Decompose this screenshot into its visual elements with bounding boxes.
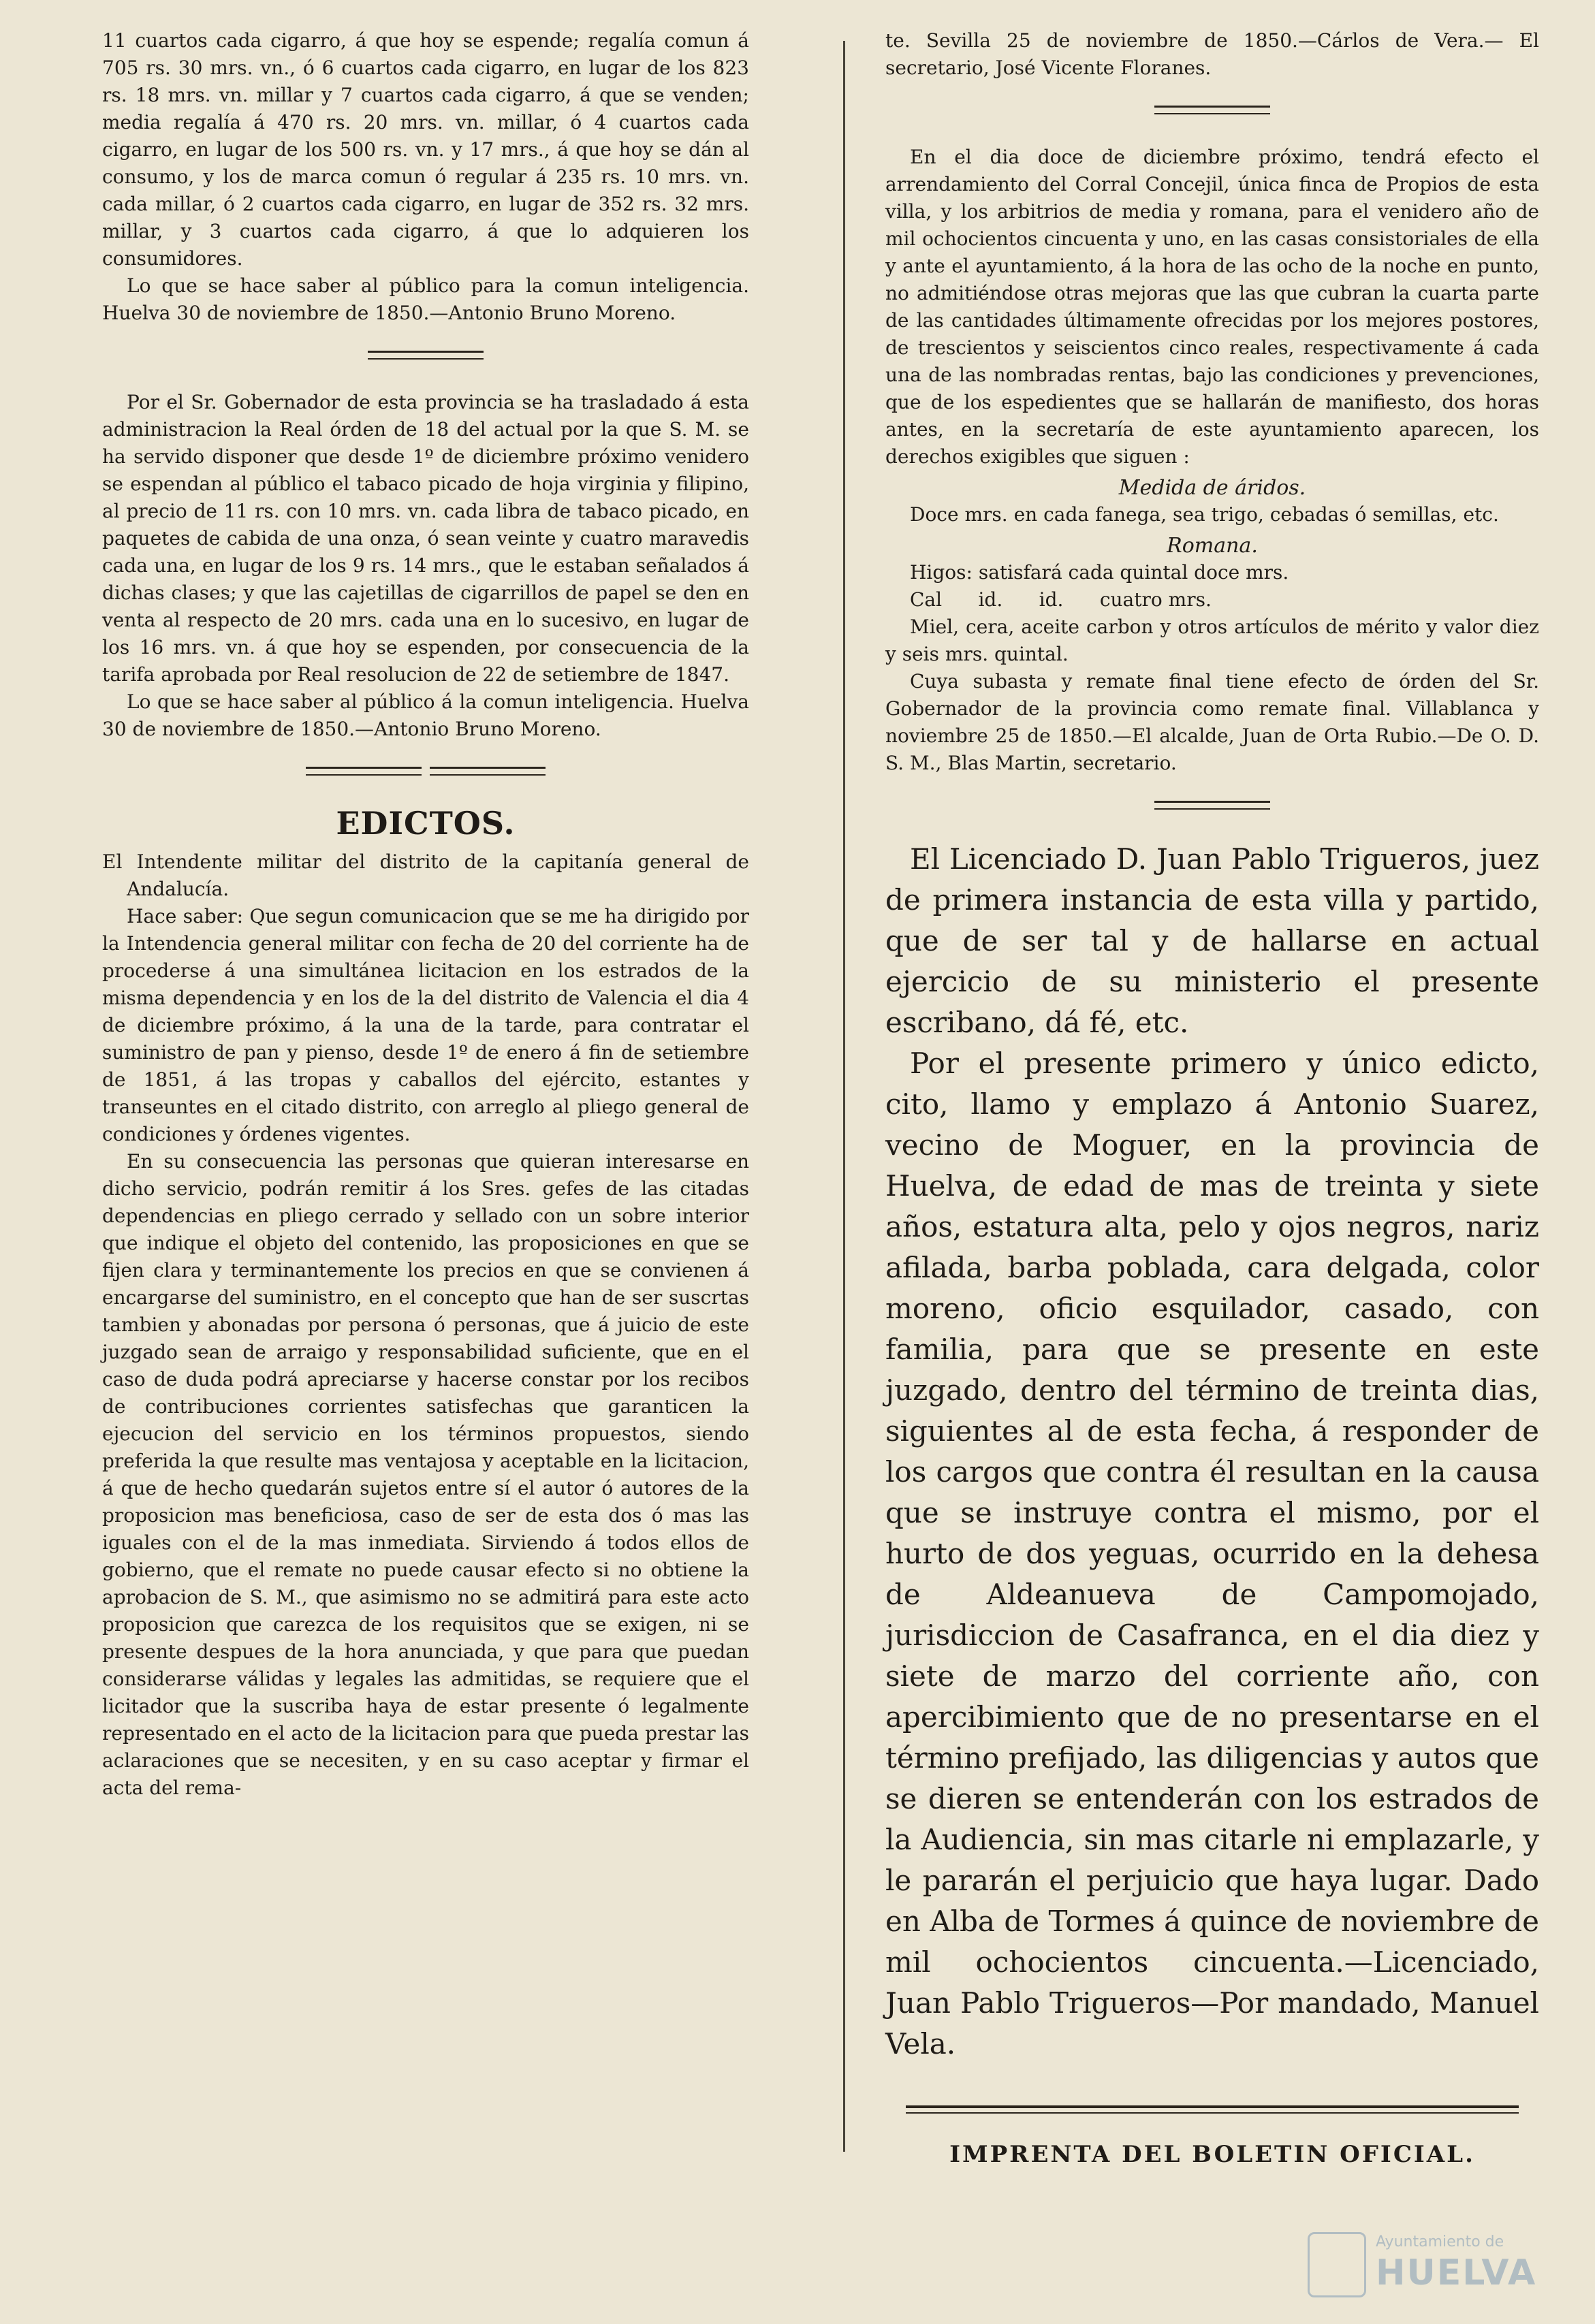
column-divider [843, 41, 845, 2152]
subasta-paragraph: Cuya subasta y remate final tiene efecto de órden del Sr. Gobernador de la provincia como remate final. Villablanca y noviembre 25 de 1850.—El alcalde, Juan de Orta Rubio.—De O. D. S. M., Blas Martin, secretario. [885, 670, 1539, 774]
continuation-signature: te. Sevilla 25 de noviembre de 1850.—Cárlos de Vera.— El secretario, José Vicente Floranes. [885, 29, 1539, 79]
printer-imprint: IMPRENTA DEL BOLETIN OFICIAL. [949, 2141, 1475, 2168]
medida-heading: Medida de áridos. [1118, 476, 1306, 500]
footer-rule [906, 2105, 1519, 2114]
miel-paragraph: Miel, cera, aceite carbon y otros artículos de mérito y valor diez y seis mrs. quintal. [885, 616, 1539, 665]
notice-signature-2: Lo que se hace saber al público á la comun inteligencia. Huelva 30 de noviembre de 1850.—Antonio Bruno Moreno. [102, 690, 749, 740]
romana-line-2: Cal id. id. cuatro mrs. [910, 588, 1212, 611]
romana-heading: Romana. [1167, 534, 1258, 558]
right-column [885, 27, 1539, 2168]
consecuencia-paragraph: En su consecuencia las personas que quieran interesarse en dicho servicio, podrán remitir á los Sres. gefes de las citadas dependencias en pliego cerrado y sellado con un sobre interior que indique el objeto del contenido, las proposiciones en que se fijen clara y terminantemente los precios en que se convienen á encargarse del suministro, en el concepto que han de ser suscrtas tambien y abonadas por persona ó personas, que á juicio de este juzgado sean de arraigo y responsabilidad suficiente, que en el caso de duda podrá apreciarse y hacerse constar por los recibos de contribuciones corrientes satisfechas que garanticen la ejecucion del servicio en los términos propuestos, siendo preferida la que resulte mas ventajosa y aceptable en la licitacion, á que de hecho quedarán sujetos entre sí el autor ó autores de la proposicion mas beneficiosa, caso de ser de esta dos ó mas las iguales con el de la mas inmediata. Sirviendo á todos ellos de gobierno, que el remate no puede causar efecto si no obtiene la aprobacion de S. M., que asimismo no se admitirá para este acto proposicion que carezca de los requisitos que se exigen, ni se presente despues de la hora anunciada, y que para que puedan considerarse válidas y legales las admitidas, se requiere que el licitador que la suscriba haya de estar presente ó legalmente representado en el acto de la licitacion para que pueda prestar las aclaraciones que se necesiten, y en su caso aceptar y firmar el acta del rema- [102, 1150, 749, 1799]
notice-signature-1: Lo que se hace saber al público para la comun inteligencia. Huelva 30 de noviembre de 1850.—Antonio Bruno Moreno. [102, 274, 749, 324]
ornament-divider [102, 342, 749, 366]
section-title-edictos: EDICTOS. [336, 805, 516, 842]
ornament-divider [885, 97, 1539, 121]
intendente-heading: El Intendente militar del distrito de la capitanía general de Andalucía. [102, 850, 749, 900]
royal-order-paragraph: Por el Sr. Gobernador de esta provincia se ha trasladado á esta administracion la Real órden de 18 del actual por la que S. M. se ha servido disponer que desde 1º de diciembre próximo venidero se espendan al público el tabaco picado de hoja virginia y filipino, al precio de 11 rs. con 10 mrs. vn. cada libra de tabaco picado, en paquetes de cabida de una onza, ó sean veinte y cuatro maravedis cada una, en lugar de los 9 rs. 14 mrs., que le estaban señalados á dichas clases; y que las cajetillas de cigarrillos de papel se den en venta al respecto de 20 mrs. cada una en lo sucesivo, en lugar de los 16 mrs. vn. á que hoy se espenden, por consecuencia de la tarifa aprobada por Real resolucion de 22 de setiembre de 1847. [102, 391, 749, 686]
juez-heading-paragraph: El Licenciado D. Juan Pablo Trigueros, juez de primera instancia de esta villa y partido, que de ser tal y de hallarse en actual ejercicio de su ministerio el presente escribano, dá fé, etc. [885, 842, 1539, 1039]
watermark-line-2: HUELVA [1376, 2253, 1537, 2293]
arrendamiento-paragraph: En el dia doce de diciembre próximo, tendrá efecto el arrendamiento del Corral Concejil, única finca de Propios de esta villa, y los arbitrios de media y romana, para el venidero año de mil ochocientos cincuenta y uno, en las casas consistoriales de ella y ante el ayuntamiento, á la hora de las ocho de la noche en punto, no admitiéndose otras mejoras que las que cubran la cuarta parte de las cantidades últimamente ofrecidas por los mejores postores, de trescientos y seiscientos cinco reales, respectivamente á cada una de las nombradas rentas, bajo las condiciones y prevenciones, que de los espedientes que se hallarán de manifiesto, dos horas antes, en la secretaría de este ayuntamiento aparecen, los derechos exigibles que siguen : [885, 146, 1539, 468]
medida-paragraph: Doce mrs. en cada fanega, sea trigo, cebadas ó semillas, etc. [910, 503, 1499, 526]
romana-line-1: Higos: satisfará cada quintal doce mrs. [910, 561, 1289, 584]
hace-saber-paragraph: Hace saber: Que segun comunicacion que se me ha dirigido por la Intendencia general militar con fecha de 20 del corriente ha de procederse á una simultánea licitacion en los estrados de la misma dependencia y en los de la del distrito de Valencia el dia 4 de diciembre próximo, á la una de la tarde, para contratar el suministro de pan y pienso, desde 1º de enero á fin de setiembre de 1851, á las tropas y caballos del ejército, estantes y transeuntes en el citado distrito, con arreglo al pliego general de condiciones y órdenes vigentes. [102, 905, 749, 1145]
left-column [102, 27, 749, 1802]
watermark-line-1: Ayuntamiento de [1376, 2233, 1504, 2250]
archive-watermark [1308, 2227, 1537, 2302]
edicto-paragraph: Por el presente primero y único edicto, cito, llamo y emplazo á Antonio Suarez, vecino de Moguer, en la provincia de Huelva, de edad de mas de treinta y siete años, estatura alta, pelo y ojos negros, nariz afilada, barba poblada, cara delgada, color moreno, oficio esquilador, casado, con familia, para que se presente en este juzgado, dentro del término de treinta dias, siguientes al de esta fecha, á responder de los cargos que contra él resultan en la causa que se instruye contra el mismo, por el hurto de dos yeguas, ocurrido en la dehesa de Aldeanueva de Campomojado, jurisdiccion de Casafranca, en el dia diez y siete de marzo del corriente año, con apercibimiento que de no presentarse en el término prefijado, las diligencias y autos que se dieren se entenderán con los estrados de la Audiencia, sin mas citarle ni emplazarle, y le pararán el perjuicio que haya lugar. Dado en Alba de Tormes á quince de noviembre de mil ochocientos cincuenta.—Licenciado, Juan Pablo Trigueros—Por mandado, Manuel Vela. [885, 1047, 1539, 2060]
ornament-divider [885, 792, 1539, 816]
tobacco-prices-paragraph: 11 cuartos cada cigarro, á que hoy se espende; regalía comun á 705 rs. 30 mrs. vn., ó 6 cuartos cada cigarro, en lugar de los 823 rs. 18 mrs. vn. millar y 7 cuartos cada cigarro, á que se venden; media regalía á 470 rs. 20 mrs. vn. millar, ó 4 cuartos cada cigarro, en lugar de los 500 rs. vn. y 17 mrs., á que hoy se dán al consumo, y los de marca comun ó regular á 235 rs. 10 mrs. vn. cada millar, ó 2 cuartos cada cigarro, en lugar de 352 rs. 32 mrs. millar, y 3 cuartos cada cigarro, á que lo adquieren los consumidores. [102, 29, 749, 270]
ornament-divider [102, 758, 749, 782]
coat-of-arms-icon [1308, 2232, 1366, 2297]
